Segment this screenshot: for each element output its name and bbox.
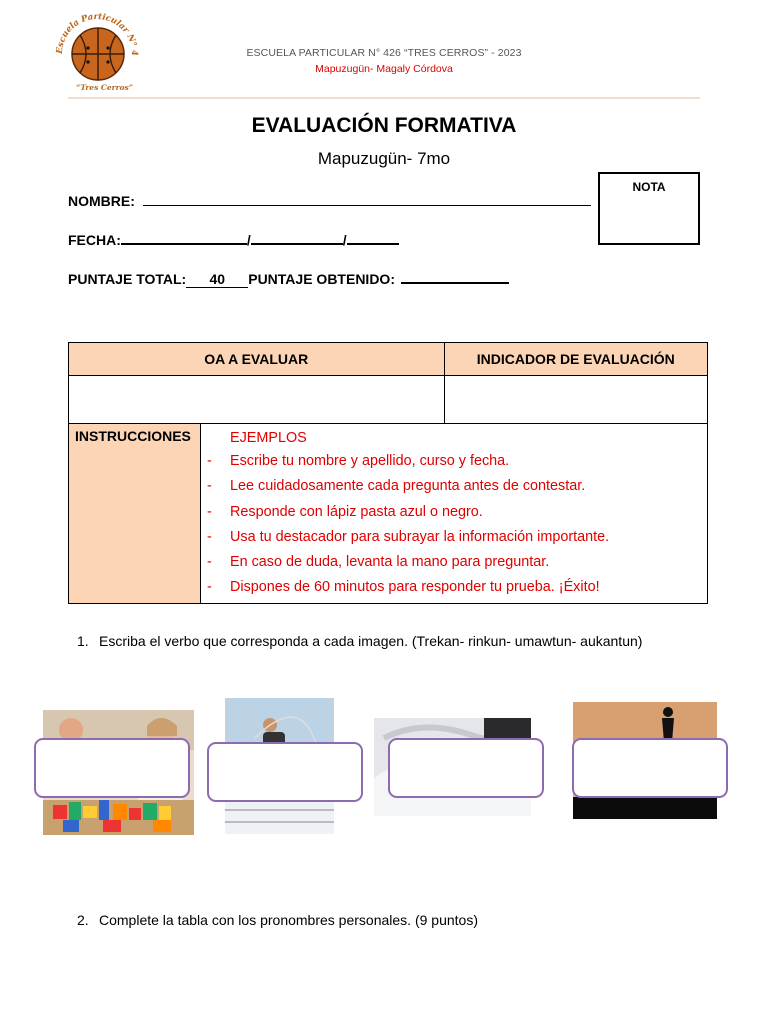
course-teacher: Mapuzugün- Magaly Córdova [315,63,453,75]
question-number: 1. [77,633,89,649]
date-day-blank[interactable] [121,231,247,245]
answer-box-2[interactable] [207,742,363,802]
question-text: Escriba el verbo que corresponda a cada imagen. (Trekan- rinkun- umawtun- aukantun) [99,633,643,649]
score-row [68,270,509,288]
instructions-label: INSTRUCCIONES [69,424,201,604]
answer-box-1[interactable] [34,738,190,798]
school-logo [52,10,142,94]
instructions-list [207,449,701,601]
name-field-row [68,192,591,209]
answer-box-4[interactable] [572,738,728,798]
total-score-label: PUNTAJE TOTAL: [68,271,187,287]
name-label: NOMBRE: [68,193,135,209]
instruction-item: - Escribe tu nombre y apellido, curso y fecha. [207,453,510,469]
question-text: Complete la tabla con los pronombres personales. (9 puntos) [99,912,478,928]
instruction-item: - Dispones de 60 minutos para responder tu prueba. ¡Éxito! [207,579,600,596]
instruction-item: - Lee cuidadosamente cada pregunta antes de contestar. [207,478,586,495]
question-1 [77,633,642,649]
date-separator: / [342,232,347,248]
answer-box-3[interactable] [388,738,544,798]
header-divider [68,97,700,99]
page-title: EVALUACIÓN FORMATIVA [251,114,517,137]
date-year-blank[interactable] [347,231,399,245]
instruction-item: - En caso de duda, levanta la mano para preguntar. [207,554,550,571]
date-separator: / [246,232,251,248]
total-score-value: 40 [186,271,248,288]
examples-heading: EJEMPLOS [230,430,307,446]
instructions-cell [201,424,708,604]
instruction-item: - Responde con lápiz pasta azul o negro. [207,503,483,520]
oa-header: OA A EVALUAR [69,343,445,376]
evaluation-table [68,342,708,604]
svg-text:Escuela Particular N° 426: Escuela Particular N° 4 [54,11,140,56]
grade-box[interactable] [598,172,700,245]
page-subtitle: Mapuzugün- 7mo [317,149,451,168]
instruction-item: - Usa tu destacador para subrayar la información importante. [207,528,610,545]
oa-cell[interactable] [69,376,445,424]
question-number: 2. [77,912,89,928]
date-field-row [68,231,399,248]
svg-text:“Tres Cerros”: “Tres Cerros” [76,83,134,92]
indicator-header: INDICADOR DE EVALUACIÓN [444,343,707,376]
name-blank[interactable] [143,192,591,206]
date-month-blank[interactable] [251,231,343,245]
date-label: FECHA: [68,232,121,248]
obtained-score-blank[interactable] [401,270,509,284]
question-2 [77,912,478,928]
school-name: ESCUELA PARTICULAR N° 426 “TRES CERROS” - 2023 [246,47,522,59]
grade-label: NOTA [632,180,666,194]
obtained-score-label: PUNTAJE OBTENIDO: [248,271,395,287]
indicator-cell[interactable] [444,376,707,424]
